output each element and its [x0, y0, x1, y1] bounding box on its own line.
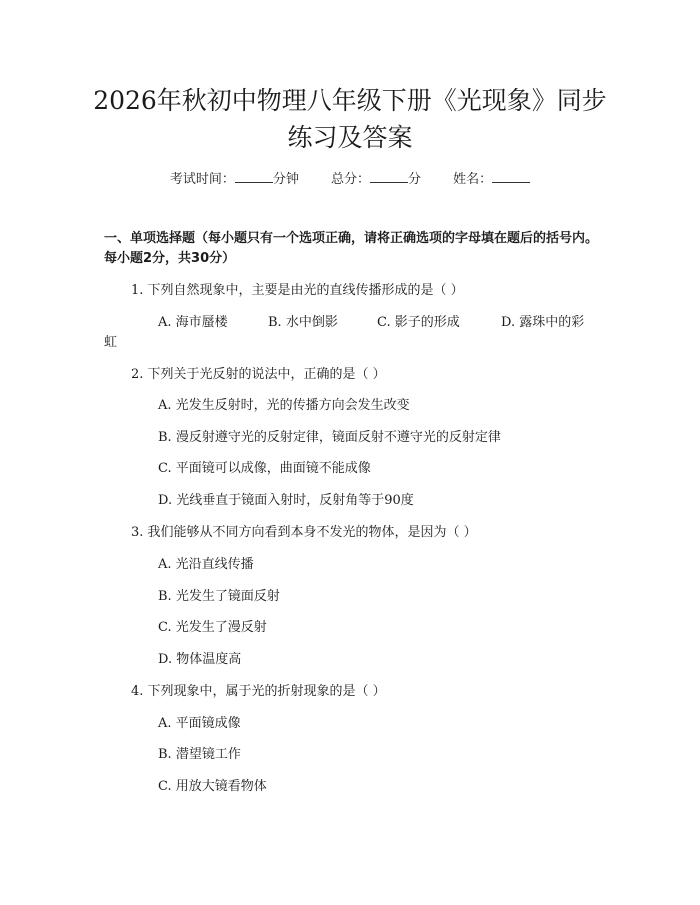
- question-1-option-c: C. 影子的形成: [377, 315, 460, 330]
- question-2-option-d: D. 光线垂直于镜面入射时，反射角等于90度: [158, 493, 414, 508]
- score-blank: [370, 168, 408, 183]
- question-2-option-c: C. 平面镜可以成像，曲面镜不能成像: [158, 461, 371, 476]
- question-4-option-b: B. 潜望镜工作: [158, 747, 241, 762]
- question-3-option-d: D. 物体温度高: [158, 652, 242, 667]
- question-1-stem: 1. 下列自然现象中，主要是由光的直线传播形成的是（ ）: [131, 283, 464, 298]
- document-title: 2026年秋初中物理八年级下册《光现象》同步练习及答案: [93, 86, 607, 152]
- question-2-stem: 2. 下列关于光反射的说法中，正确的是（ ）: [131, 367, 386, 382]
- question-1-option-a: A. 海市蜃楼: [158, 315, 228, 330]
- question-1-option-d: D. 露珠中的彩: [501, 315, 585, 330]
- question-2-option-b: B. 漫反射遵守光的反射定律，镜面反射不遵守光的反射定律: [158, 430, 501, 445]
- question-2-option-a: A. 光发生反射时，光的传播方向会发生改变: [158, 398, 410, 413]
- section-heading: 一、单项选择题（每小题只有一个选项正确，请将正确选项的字母填在题后的括号内。每小题2分，共30分）: [104, 231, 599, 266]
- question-4-option-c: C. 用放大镜看物体: [158, 779, 267, 794]
- question-3-stem: 3. 我们能够从不同方向看到本身不发光的物体，是因为（ ）: [131, 525, 477, 540]
- exam-time: 考试时间： 分钟: [170, 168, 299, 190]
- question-1-option-b: B. 水中倒影: [268, 315, 338, 330]
- question-4-option-a: A. 平面镜成像: [158, 716, 241, 731]
- time-blank: [235, 168, 273, 183]
- question-3-option-c: C. 光发生了漫反射: [158, 620, 267, 635]
- name-blank: [492, 168, 530, 183]
- question-3-option-b: B. 光发生了镜面反射: [158, 589, 280, 604]
- exam-name: 姓名：: [453, 168, 530, 190]
- exam-info-line: [0, 168, 700, 190]
- exam-score: 总分： 分: [331, 168, 421, 190]
- question-3-option-a: A. 光沿直线传播: [158, 557, 254, 572]
- question-1-option-d-wrap: 虹: [104, 335, 118, 350]
- question-4-stem: 4. 下列现象中，属于光的折射现象的是（ ）: [131, 684, 386, 699]
